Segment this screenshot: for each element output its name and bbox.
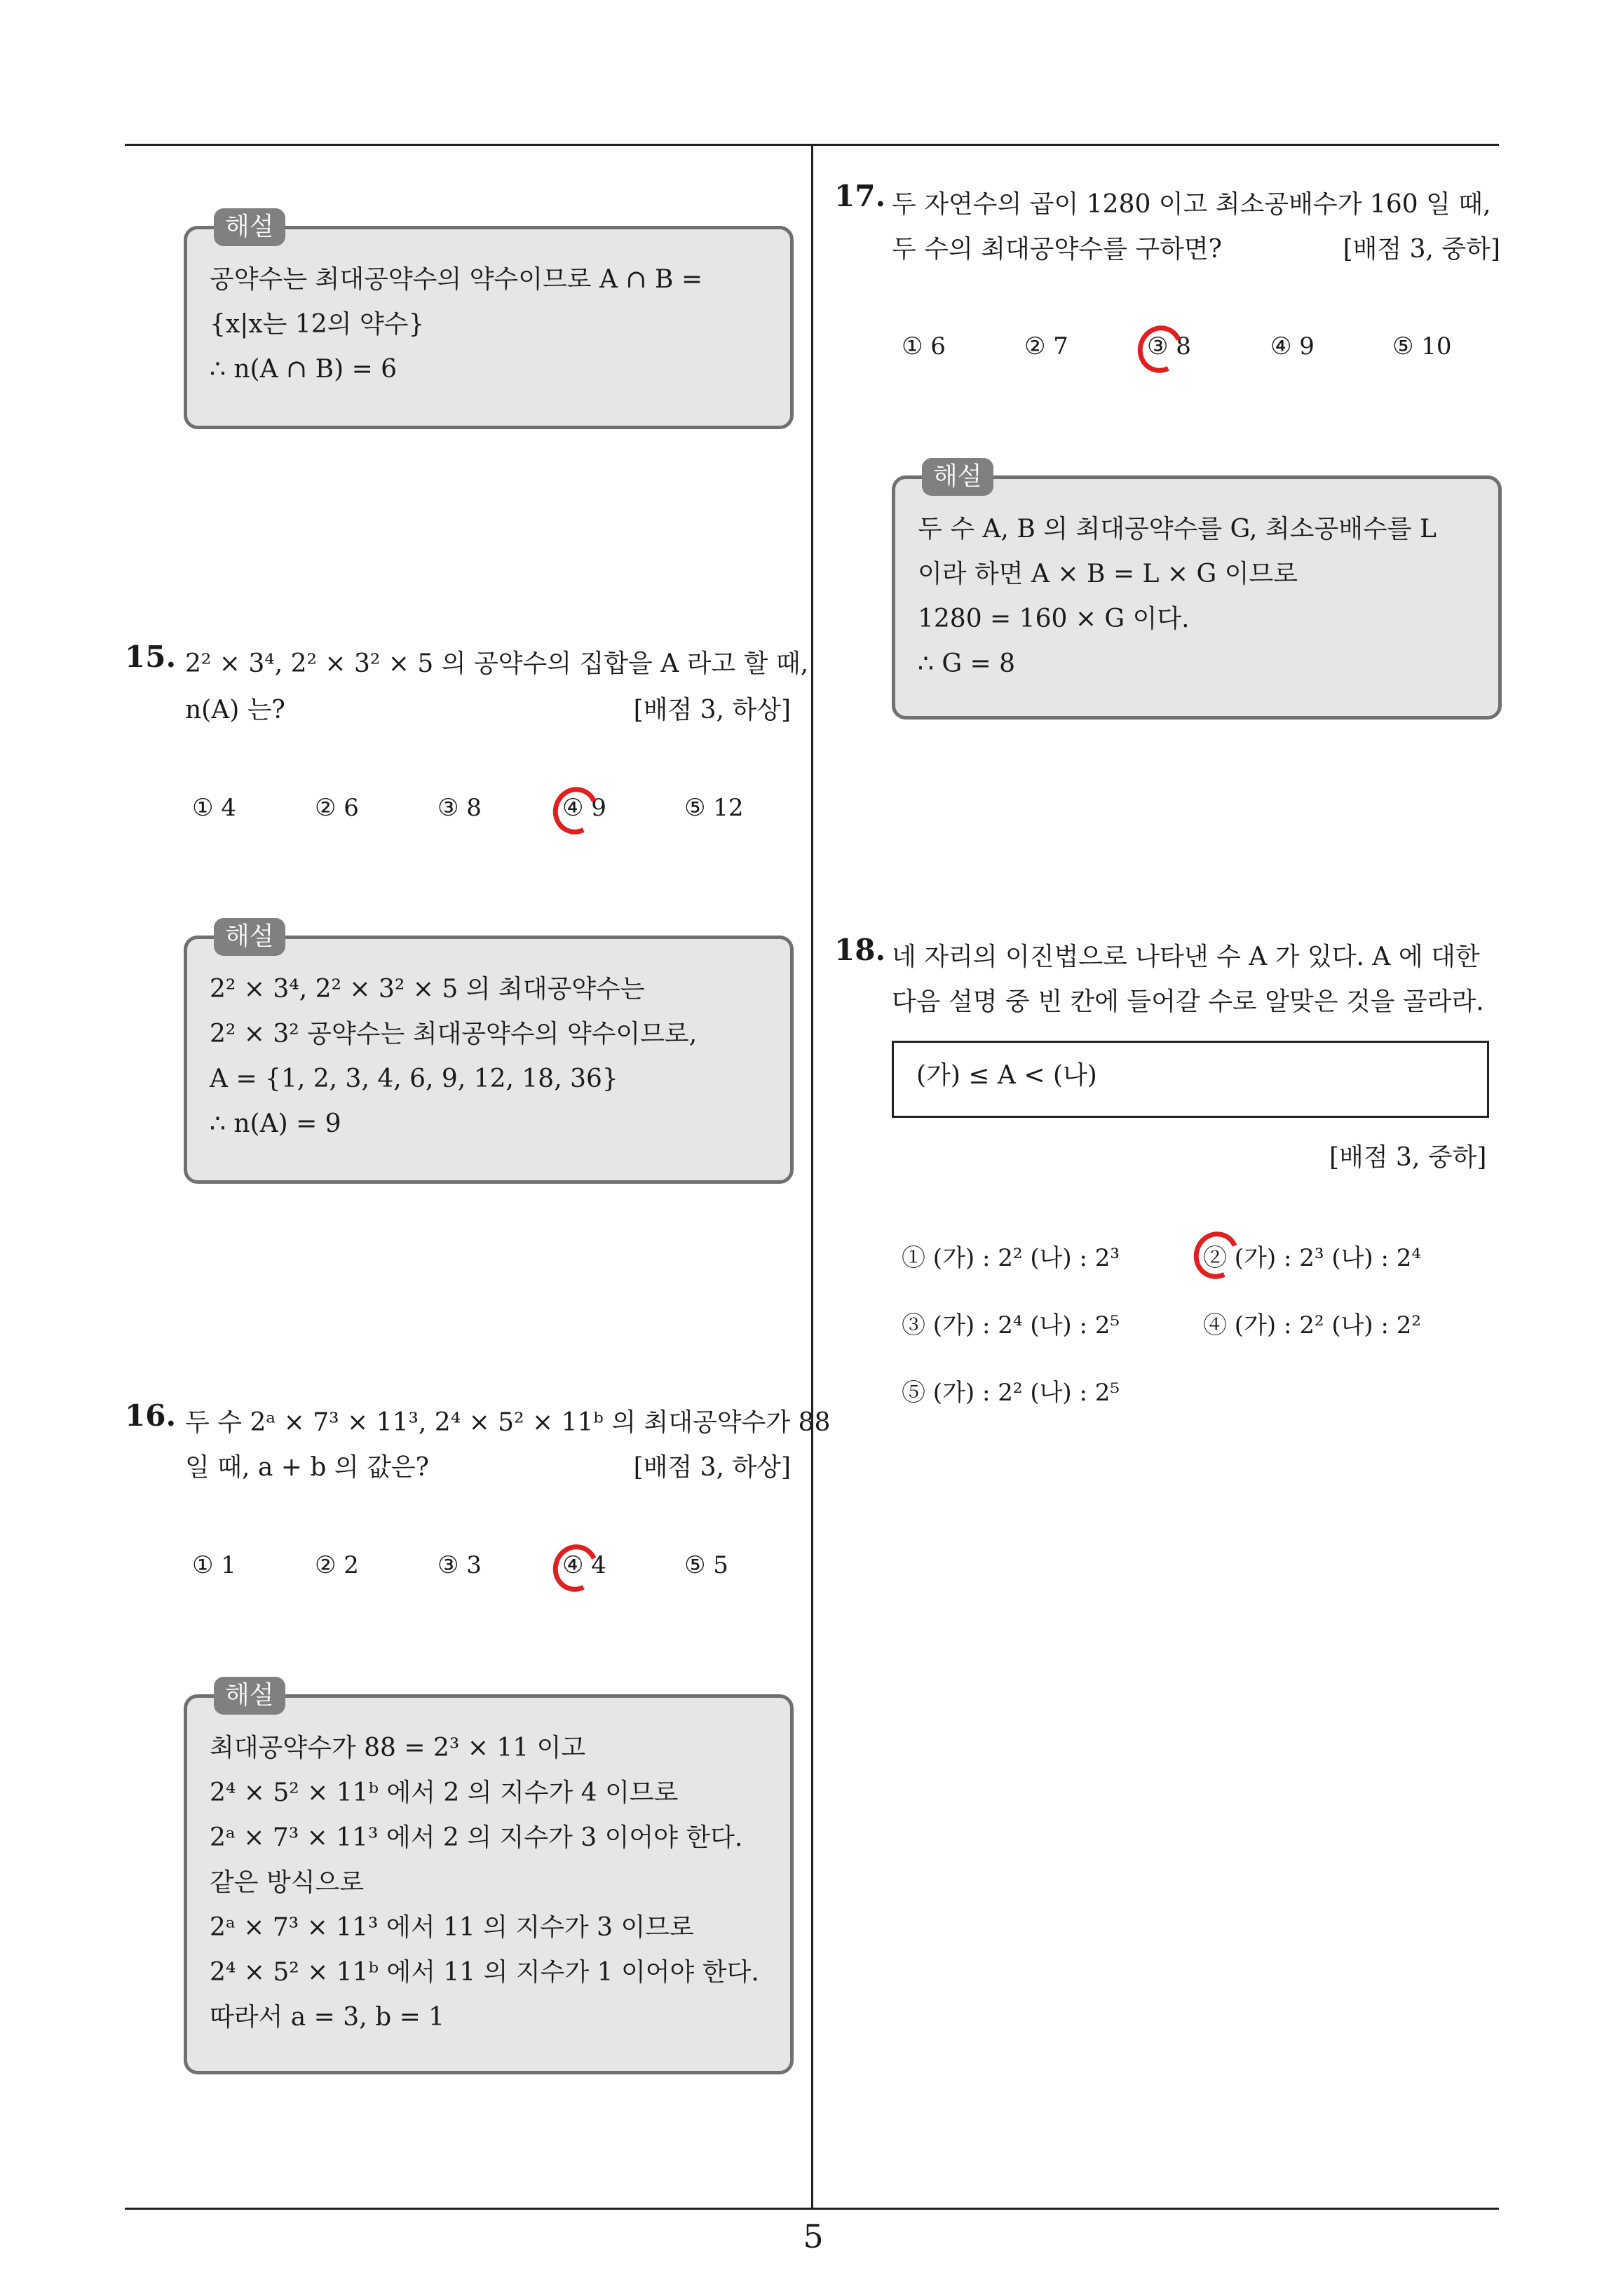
problem-number: 18. bbox=[834, 933, 886, 967]
solution-line: ∴ n(A ∩ B) = 6 bbox=[210, 355, 398, 384]
choice-3[interactable]: ③ 8 bbox=[1147, 332, 1191, 360]
choice-4[interactable]: ④ 4 bbox=[562, 1551, 606, 1579]
solution-tag: 해설 bbox=[214, 1677, 285, 1715]
solution-line: {x|x는 12의 약수} bbox=[210, 310, 425, 339]
solution-line: 최대공약수가 88 = 2³ × 11 이고 bbox=[210, 1734, 586, 1762]
answer-circle-mark bbox=[546, 781, 604, 841]
problem-meta: [배점 3, 하상] bbox=[633, 696, 791, 724]
problem-text: 네 자리의 이진법으로 나타낸 수 A 가 있다. A 에 대한 bbox=[892, 943, 1480, 971]
solution-line: ∴ n(A) = 9 bbox=[210, 1109, 341, 1138]
choice-5[interactable]: ⑤ (가) : 2² (나) : 2⁵ bbox=[902, 1379, 1120, 1407]
problem-meta: [배점 3, 하상] bbox=[633, 1453, 791, 1482]
problem-15 bbox=[125, 640, 809, 724]
answer-circle-mark bbox=[1187, 1225, 1245, 1285]
choice-5[interactable]: ⑤ 10 bbox=[1392, 332, 1452, 360]
solution-line: 2ᵃ × 7³ × 11³ 에서 11 의 지수가 3 이므로 bbox=[210, 1913, 694, 1942]
solution-box-16 bbox=[184, 1681, 794, 2074]
problem-text: 다음 설명 중 빈 칸에 들어갈 수로 알맞은 것을 골라라. bbox=[892, 987, 1484, 1016]
choice-4[interactable]: ④ 9 bbox=[1270, 332, 1315, 360]
column-divider bbox=[811, 144, 813, 2208]
problem-meta: [배점 3, 중하] bbox=[1329, 1143, 1487, 1172]
problem-18 bbox=[834, 933, 1507, 1024]
problem-17 bbox=[834, 179, 1507, 270]
choice-5[interactable]: ⑤ 5 bbox=[684, 1551, 728, 1579]
problem-text: n(A) 는? bbox=[185, 696, 285, 724]
solution-line: A = {1, 2, 3, 4, 6, 9, 12, 18, 36} bbox=[210, 1065, 618, 1093]
choices-16 bbox=[192, 1551, 795, 1586]
bottom-rule bbox=[125, 2208, 1499, 2210]
solution-line: 2ᵃ × 7³ × 11³ 에서 2 의 지수가 3 이어야 한다. bbox=[210, 1823, 743, 1852]
solution-line: 1280 = 160 × G 이다. bbox=[918, 605, 1190, 633]
problem-meta: [배점 3, 중하] bbox=[1343, 235, 1500, 264]
solution-line: 2⁴ × 5² × 11ᵇ 에서 11 의 지수가 1 이어야 한다. bbox=[210, 1958, 759, 1987]
choice-4[interactable]: ④ (가) : 2² (나) : 2² bbox=[1203, 1311, 1422, 1339]
solution-tag: 해설 bbox=[214, 208, 285, 246]
choice-2[interactable]: ② (가) : 2³ (나) : 2⁴ bbox=[1203, 1244, 1422, 1272]
solution-line: 2² × 3⁴, 2² × 3² × 5 의 최대공약수는 bbox=[210, 975, 645, 1004]
solution-tag: 해설 bbox=[922, 458, 993, 496]
choice-2[interactable]: ② 2 bbox=[315, 1551, 359, 1579]
choices-15 bbox=[192, 794, 795, 829]
problem-number: 16. bbox=[125, 1398, 177, 1433]
solution-line: 공약수는 최대공약수의 약수이므로 A ∩ B = bbox=[210, 265, 703, 294]
page-number: 5 bbox=[803, 2217, 824, 2255]
solution-line: 따라서 a = 3, b = 1 bbox=[210, 2003, 445, 2032]
solution-line: 이라 하면 A × B = L × G 이므로 bbox=[918, 560, 1298, 588]
choice-1[interactable]: ① 1 bbox=[192, 1551, 236, 1579]
problem-text: 일 때, a + b 의 값은? bbox=[185, 1453, 429, 1482]
solution-line: ∴ G = 8 bbox=[918, 649, 1016, 678]
problem-16 bbox=[125, 1398, 831, 1483]
choice-3[interactable]: ③ 8 bbox=[437, 794, 482, 822]
answer-circle-mark bbox=[546, 1538, 604, 1598]
problem-text: 두 수 2ᵃ × 7³ × 11³, 2⁴ × 5² × 11ᵇ 의 최대공약수가 88 bbox=[185, 1408, 831, 1437]
solution-line: 2² × 3² 공약수는 최대공약수의 약수이므로, bbox=[210, 1020, 698, 1048]
blank-expression-box: (가) ≤ A < (나) bbox=[892, 1041, 1489, 1118]
choice-4[interactable]: ④ 9 bbox=[562, 794, 606, 822]
solution-box-14 bbox=[184, 212, 794, 429]
problem-text: 두 수의 최대공약수를 구하면? bbox=[892, 235, 1222, 264]
choices-18 bbox=[902, 1238, 1498, 1407]
choice-2[interactable]: ② 7 bbox=[1024, 332, 1068, 360]
solution-line: 2⁴ × 5² × 11ᵇ 에서 2 의 지수가 4 이므로 bbox=[210, 1778, 679, 1807]
problem-number: 15. bbox=[125, 640, 177, 674]
choices-17 bbox=[902, 332, 1498, 367]
choice-3[interactable]: ③ (가) : 2⁴ (나) : 2⁵ bbox=[902, 1311, 1120, 1339]
solution-tag: 해설 bbox=[214, 918, 285, 956]
choice-5[interactable]: ⑤ 12 bbox=[684, 794, 744, 822]
problem-number: 17. bbox=[834, 179, 886, 213]
solution-box-17 bbox=[892, 462, 1502, 720]
solution-line: 두 수 A, B 의 최대공약수를 G, 최소공배수를 L bbox=[918, 515, 1437, 543]
problem-text: 2² × 3⁴, 2² × 3² × 5 의 공약수의 집합을 A 라고 할 때, bbox=[185, 649, 809, 678]
choice-1[interactable]: ① 6 bbox=[902, 332, 946, 360]
solution-line: 같은 방식으로 bbox=[210, 1868, 365, 1897]
choice-1[interactable]: ① 4 bbox=[192, 794, 236, 822]
choice-3[interactable]: ③ 3 bbox=[437, 1551, 482, 1579]
answer-circle-mark bbox=[1131, 319, 1189, 379]
problem-text: 두 자연수의 곱이 1280 이고 최소공배수가 160 일 때, bbox=[892, 190, 1491, 219]
solution-box-15 bbox=[184, 922, 794, 1184]
choice-1[interactable]: ① (가) : 2² (나) : 2³ bbox=[902, 1244, 1120, 1272]
choice-2[interactable]: ② 6 bbox=[315, 794, 359, 822]
